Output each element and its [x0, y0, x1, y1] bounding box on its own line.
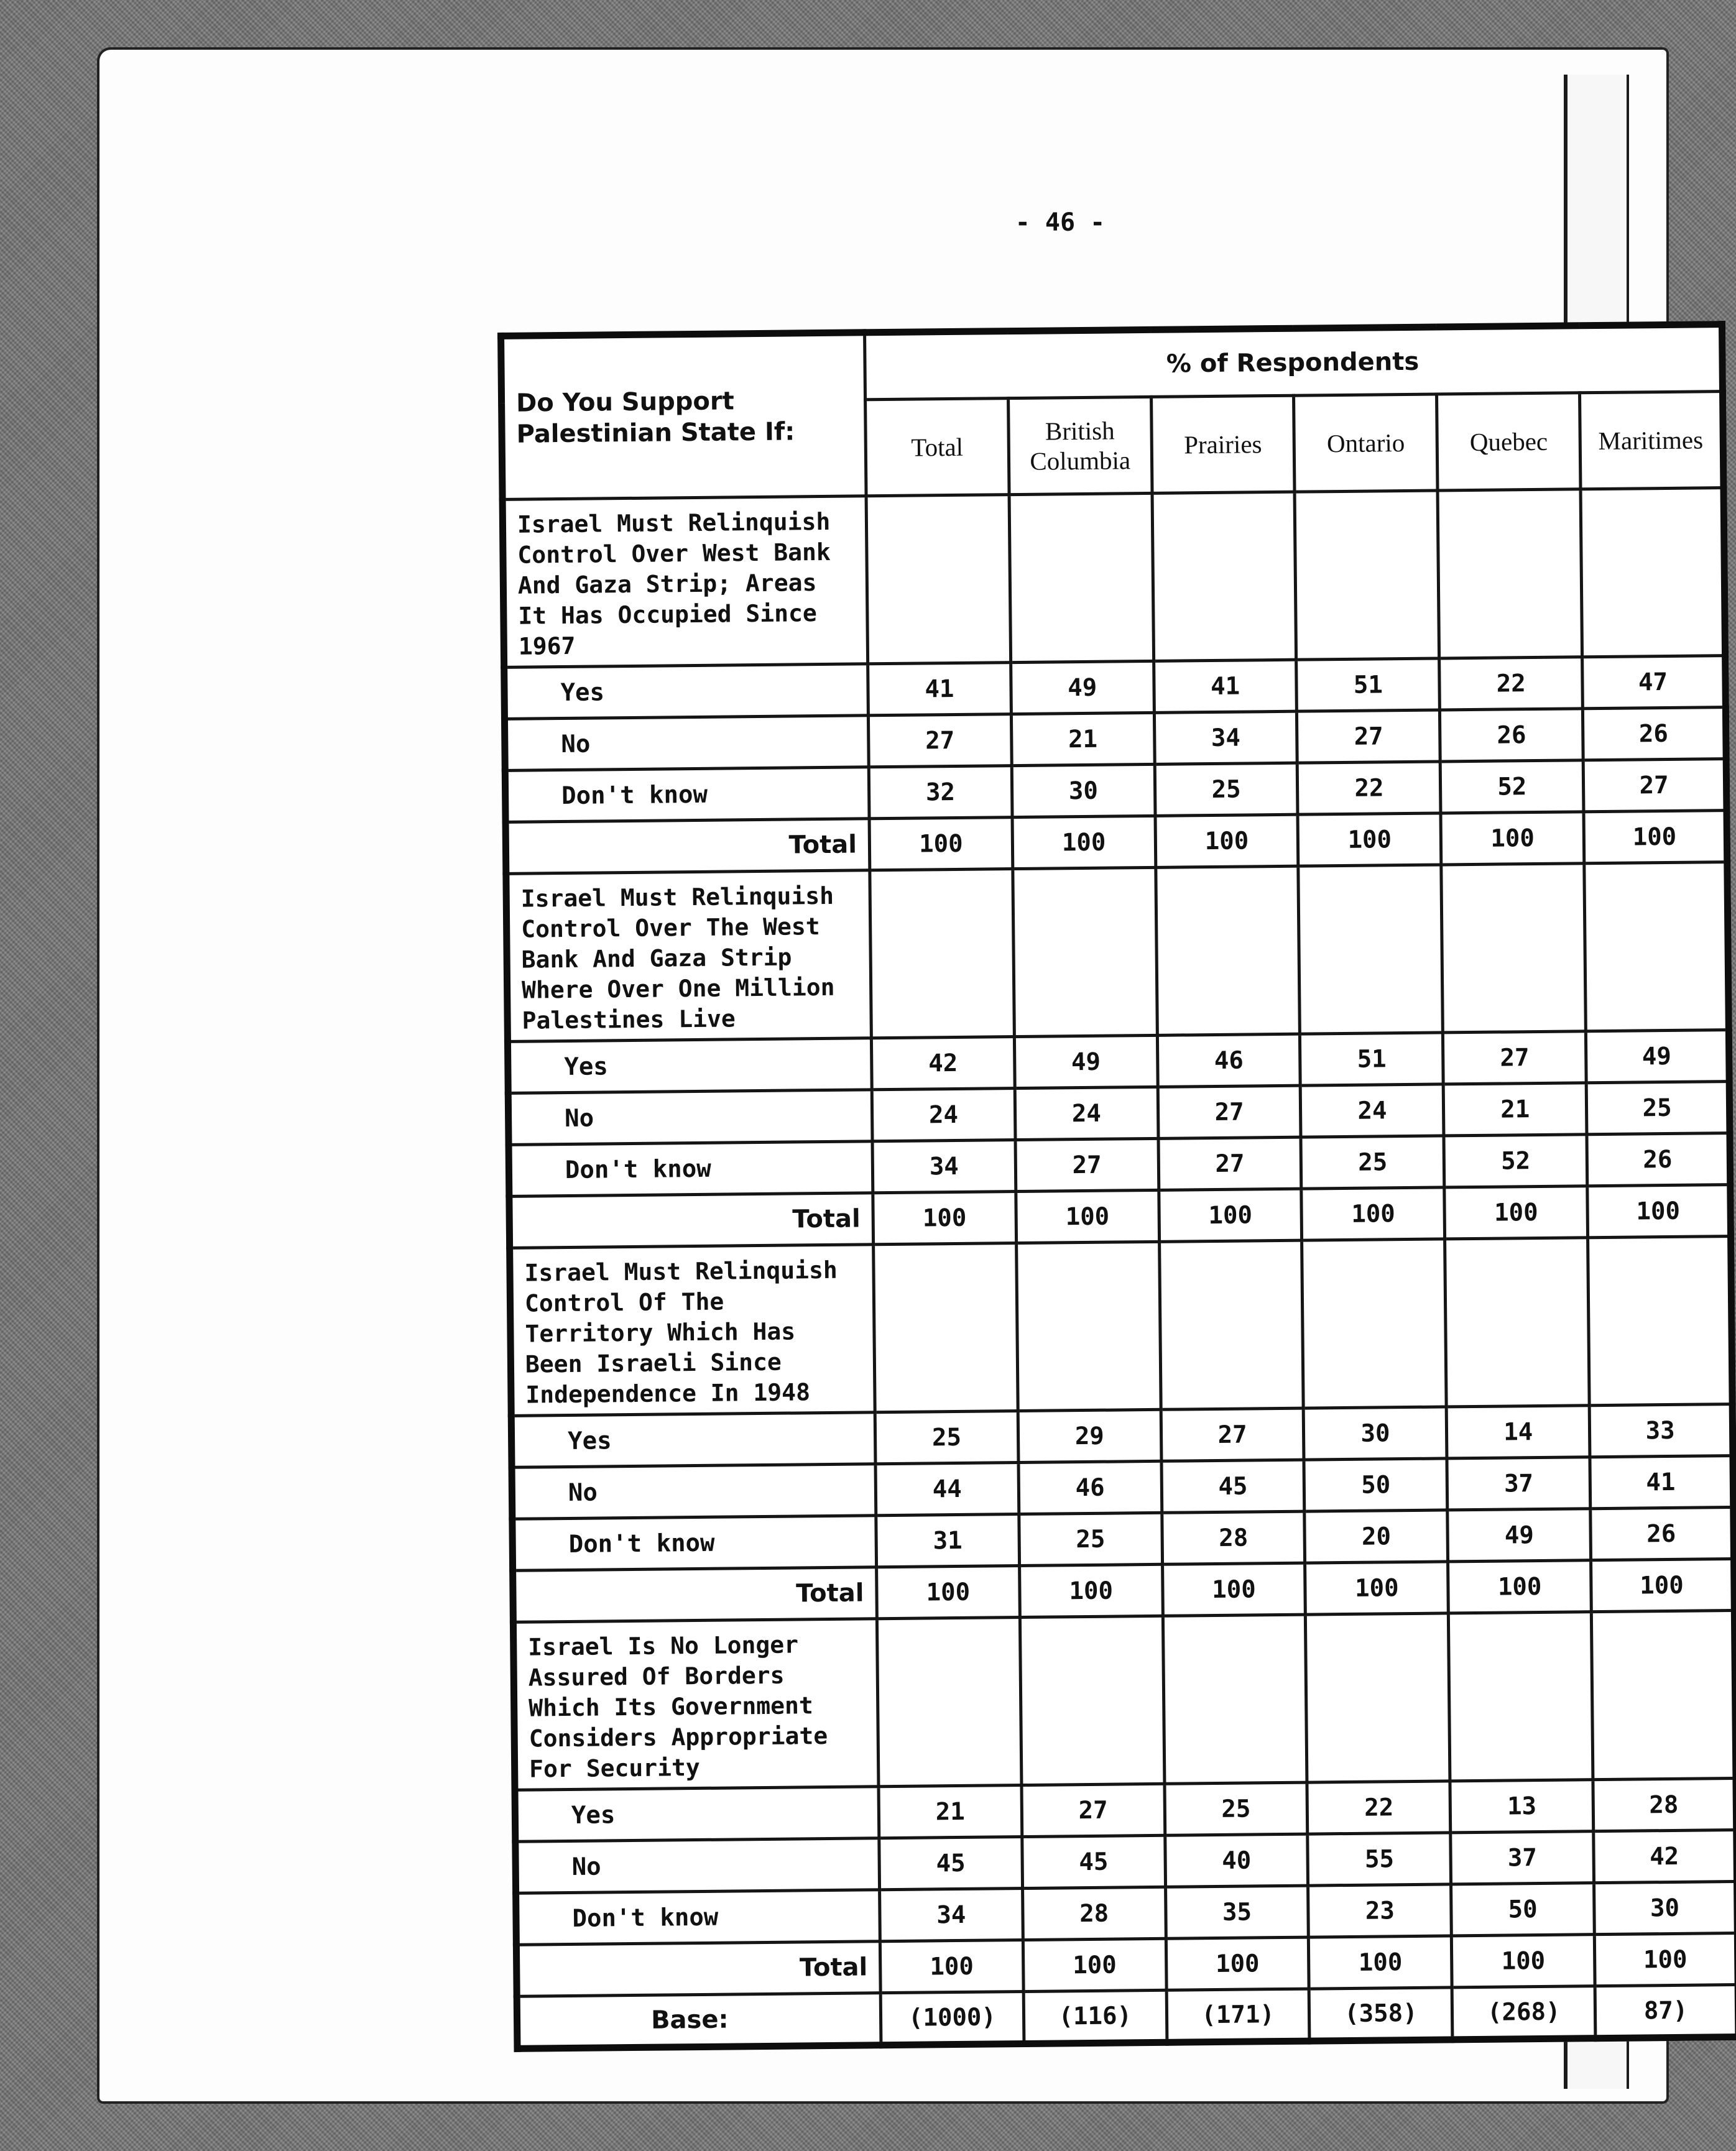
base-value-british-columbia: (116): [1023, 1990, 1167, 2043]
value-cell-maritimes: 26: [1587, 1133, 1730, 1186]
empty-cell: [1438, 489, 1582, 658]
value-cell-quebec: 52: [1441, 760, 1584, 813]
value-cell-ontario: 27: [1297, 710, 1441, 763]
value-cell-quebec: 100: [1441, 812, 1584, 865]
empty-cell: [877, 1618, 1021, 1787]
value-cell-quebec: 100: [1452, 1935, 1595, 1987]
answer-label: Don't know: [512, 1516, 877, 1571]
value-cell-quebec: 50: [1451, 1883, 1595, 1936]
answer-label: Yes: [515, 1787, 879, 1842]
value-cell-ontario: 100: [1301, 1187, 1445, 1240]
question-row: [510, 1237, 1733, 1416]
empty-cell: [1016, 1241, 1160, 1411]
column-header-maritimes: Maritimes: [1580, 392, 1724, 489]
answer-label: Yes: [511, 1412, 875, 1468]
value-cell-ontario: 51: [1296, 658, 1440, 711]
total-label: Total: [516, 1941, 880, 1997]
empty-cell: [874, 1243, 1018, 1412]
empty-cell: [1155, 866, 1300, 1035]
value-cell-ontario: 20: [1304, 1510, 1448, 1563]
column-header-quebec: Quebec: [1437, 393, 1581, 491]
value-cell-total: 45: [879, 1837, 1023, 1890]
empty-cell: [1584, 862, 1729, 1031]
value-cell-total: 44: [875, 1463, 1019, 1516]
value-cell-ontario: 30: [1304, 1407, 1447, 1460]
value-cell-british-columbia: 21: [1011, 712, 1155, 765]
answer-label: Yes: [504, 664, 869, 719]
value-cell-prairies: 100: [1166, 1937, 1309, 1990]
base-value-quebec: (268): [1452, 1986, 1595, 2040]
value-cell-total: 34: [880, 1889, 1023, 1941]
value-cell-british-columbia: 100: [1012, 816, 1156, 868]
value-cell-ontario: 25: [1301, 1136, 1444, 1189]
value-cell-quebec: 100: [1448, 1560, 1592, 1613]
value-cell-british-columbia: 25: [1019, 1513, 1163, 1565]
value-cell-quebec: 27: [1443, 1031, 1587, 1084]
value-cell-british-columbia: 100: [1016, 1190, 1160, 1243]
empty-cell: [1159, 1240, 1303, 1409]
value-cell-total: 32: [869, 766, 1012, 819]
total-label: Total: [513, 1567, 877, 1623]
value-cell-prairies: 45: [1161, 1460, 1305, 1513]
survey-table: [497, 321, 1736, 2052]
value-cell-ontario: 51: [1300, 1033, 1444, 1085]
value-cell-quebec: 14: [1446, 1406, 1590, 1458]
respondents-header: % of Respondents: [865, 325, 1723, 400]
value-cell-quebec: 49: [1447, 1509, 1591, 1562]
value-cell-maritimes: 100: [1584, 811, 1727, 864]
value-cell-ontario: 24: [1301, 1084, 1444, 1137]
value-cell-maritimes: 30: [1594, 1881, 1736, 1934]
value-cell-maritimes: 33: [1589, 1404, 1733, 1457]
survey-table-body: [502, 488, 1736, 1997]
empty-cell: [1020, 1616, 1164, 1785]
base-value-ontario: (358): [1309, 1987, 1453, 2041]
value-cell-maritimes: 25: [1586, 1082, 1730, 1135]
empty-cell: [866, 495, 1010, 664]
value-cell-total: 34: [872, 1140, 1016, 1193]
answer-label: Don't know: [509, 1141, 873, 1197]
value-cell-total: 42: [871, 1037, 1015, 1090]
value-cell-maritimes: 27: [1583, 759, 1727, 812]
value-cell-prairies: 35: [1165, 1886, 1309, 1938]
value-cell-ontario: 22: [1298, 762, 1441, 814]
answer-label: No: [515, 1838, 880, 1894]
base-value-prairies: (171): [1166, 1989, 1310, 2042]
value-cell-maritimes: 100: [1594, 1933, 1736, 1986]
column-header-ontario: Ontario: [1294, 394, 1438, 492]
question-text: Israel Must Relinquish Control Over West Bank And Gaza Strip; Areas It Has Occupied Since 1967: [502, 496, 868, 668]
answer-label: Don't know: [505, 767, 869, 822]
answer-label: No: [512, 1464, 876, 1519]
value-cell-prairies: 100: [1162, 1563, 1306, 1616]
answer-label: Don't know: [516, 1890, 880, 1945]
value-cell-british-columbia: 24: [1015, 1087, 1158, 1140]
value-cell-british-columbia: 29: [1018, 1409, 1161, 1462]
empty-cell: [1009, 493, 1153, 662]
value-cell-ontario: 23: [1308, 1884, 1452, 1937]
value-cell-prairies: 100: [1158, 1189, 1302, 1241]
value-cell-maritimes: 100: [1591, 1559, 1735, 1612]
value-cell-british-columbia: 46: [1018, 1461, 1162, 1514]
total-label: Total: [506, 819, 870, 874]
value-cell-maritimes: 49: [1586, 1030, 1730, 1083]
empty-cell: [1588, 1237, 1732, 1406]
value-cell-maritimes: 100: [1587, 1185, 1731, 1238]
value-cell-quebec: 22: [1439, 657, 1583, 710]
value-cell-ontario: 50: [1304, 1458, 1447, 1511]
value-cell-british-columbia: 49: [1014, 1035, 1158, 1088]
value-cell-quebec: 52: [1444, 1135, 1587, 1187]
empty-cell: [1295, 491, 1439, 660]
value-cell-prairies: 28: [1161, 1511, 1305, 1564]
value-cell-british-columbia: 100: [1023, 1938, 1166, 1991]
value-cell-maritimes: 47: [1582, 656, 1726, 709]
value-cell-total: 24: [872, 1089, 1015, 1141]
empty-cell: [1591, 1610, 1735, 1779]
base-label: Base:: [517, 1993, 881, 2049]
value-cell-ontario: 100: [1305, 1562, 1449, 1614]
value-cell-maritimes: 41: [1590, 1456, 1734, 1509]
value-cell-prairies: 25: [1165, 1782, 1308, 1835]
question-row: [506, 862, 1729, 1042]
empty-cell: [1441, 864, 1586, 1033]
value-cell-maritimes: 26: [1591, 1508, 1734, 1560]
value-cell-quebec: 26: [1440, 709, 1584, 762]
base-row: [517, 1984, 1736, 2048]
value-cell-prairies: 34: [1154, 711, 1298, 764]
value-cell-maritimes: 26: [1583, 707, 1727, 760]
value-cell-prairies: 25: [1155, 763, 1298, 816]
value-cell-ontario: 100: [1298, 813, 1441, 866]
base-value-maritimes: 87): [1595, 1984, 1736, 2038]
question-text: Israel Is No Longer Assured Of Borders Which Its Government Considers Appropriate For Security: [513, 1619, 879, 1790]
value-cell-maritimes: 42: [1594, 1830, 1736, 1882]
value-cell-british-columbia: 30: [1012, 764, 1155, 817]
value-cell-british-columbia: 45: [1022, 1835, 1166, 1888]
value-cell-total: 100: [869, 818, 1013, 870]
answer-label: Yes: [507, 1038, 872, 1094]
question-text: Israel Must Relinquish Control Of The Territory Which Has Been Israeli Since Independence In 1948: [510, 1245, 875, 1416]
empty-cell: [1302, 1239, 1446, 1408]
value-cell-maritimes: 28: [1593, 1778, 1736, 1831]
answer-label: No: [504, 716, 869, 771]
question-text: Israel Must Relinquish Control Over The West Bank And Gaza Strip Where Over One Million Palestines Live: [506, 870, 872, 1042]
value-cell-prairies: 27: [1158, 1137, 1302, 1190]
value-cell-prairies: 46: [1157, 1034, 1301, 1087]
question-row: [513, 1610, 1736, 1790]
value-cell-british-columbia: 28: [1022, 1887, 1166, 1940]
value-cell-total: 100: [873, 1192, 1017, 1245]
empty-cell: [1298, 865, 1443, 1034]
empty-cell: [1306, 1613, 1450, 1782]
column-header-total: Total: [866, 398, 1009, 496]
value-cell-total: 100: [877, 1566, 1020, 1619]
value-cell-total: 100: [880, 1940, 1023, 1993]
value-cell-total: 31: [876, 1514, 1020, 1567]
question-row: [502, 488, 1725, 668]
value-cell-british-columbia: 100: [1019, 1564, 1163, 1617]
empty-cell: [1163, 1614, 1307, 1784]
value-cell-british-columbia: 49: [1010, 661, 1154, 714]
value-cell-prairies: 41: [1153, 660, 1297, 712]
value-cell-prairies: 27: [1158, 1085, 1301, 1138]
value-cell-quebec: 100: [1444, 1186, 1588, 1239]
value-cell-prairies: 100: [1155, 814, 1299, 867]
empty-cell: [1445, 1238, 1589, 1407]
value-cell-ontario: 22: [1307, 1781, 1451, 1834]
value-cell-quebec: 13: [1450, 1780, 1594, 1833]
question-column-header: Do You Support Palestinian State If:: [501, 333, 866, 500]
empty-cell: [1581, 488, 1725, 657]
value-cell-ontario: 55: [1308, 1833, 1451, 1886]
document-page: [99, 50, 1704, 2101]
value-cell-quebec: 37: [1451, 1831, 1594, 1884]
base-value-total: (1000): [880, 1992, 1024, 2045]
value-cell-prairies: 40: [1165, 1834, 1308, 1887]
column-header-british-columbia: British Columbia: [1008, 397, 1152, 494]
value-cell-british-columbia: 27: [1022, 1784, 1165, 1836]
total-label: Total: [509, 1193, 874, 1248]
value-cell-quebec: 37: [1447, 1457, 1591, 1510]
empty-cell: [1152, 492, 1296, 661]
empty-cell: [1013, 867, 1157, 1036]
value-cell-british-columbia: 27: [1015, 1138, 1159, 1191]
answer-label: No: [508, 1090, 872, 1145]
empty-cell: [870, 869, 1014, 1038]
value-cell-quebec: 21: [1443, 1083, 1587, 1136]
page-number: - 46 -: [1015, 208, 1106, 237]
value-cell-total: 25: [875, 1411, 1018, 1464]
value-cell-total: 27: [868, 714, 1012, 767]
value-cell-total: 21: [879, 1785, 1022, 1838]
value-cell-total: 41: [868, 663, 1012, 716]
survey-table-container: [497, 321, 1736, 2035]
empty-cell: [1449, 1612, 1593, 1781]
value-cell-prairies: 27: [1161, 1408, 1304, 1461]
value-cell-ontario: 100: [1309, 1936, 1452, 1989]
column-header-prairies: Prairies: [1151, 395, 1295, 493]
